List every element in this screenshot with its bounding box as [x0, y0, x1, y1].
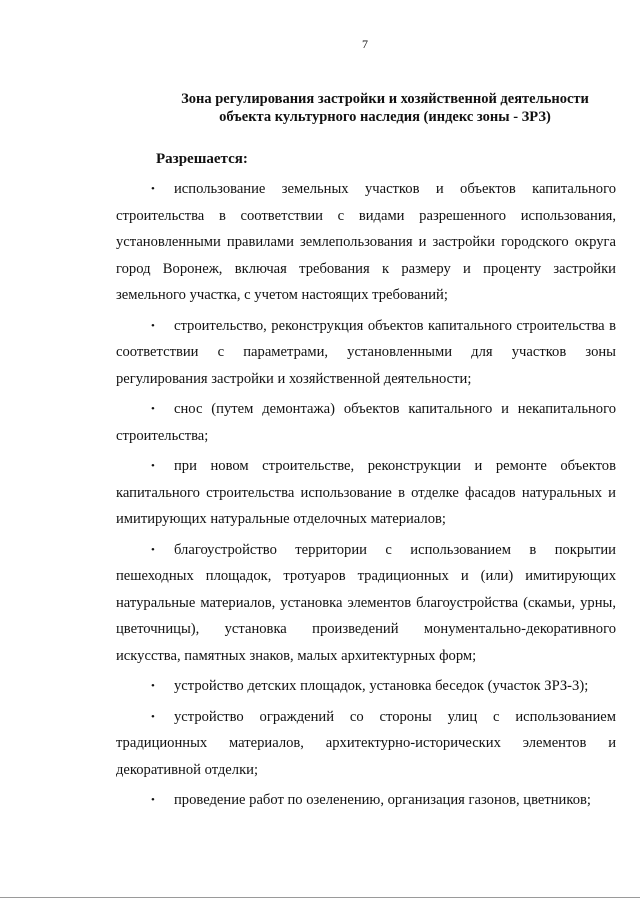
list-item-text: устройство ограждений со стороны улиц с использованием традиционных материалов, архитектурно-исторических элементов и декоративной отделки;: [116, 708, 616, 778]
zone-heading-line-2: объекта культурного наследия (индекс зоны - ЗРЗ): [219, 109, 551, 125]
list-item: [116, 176, 616, 309]
scan-bottom-edge: [0, 897, 640, 898]
list-item-text: снос (путем демонтажа) объектов капитального и некапитального строительства;: [116, 401, 616, 444]
zone-heading: [150, 90, 620, 126]
bullet-icon: •: [151, 460, 155, 472]
allowed-label: Разрешается:: [156, 151, 248, 167]
allowed-list: [116, 176, 616, 818]
list-item-text: при новом строительстве, реконструкции и ремонте объектов капитального строительства использование в отделке фасадов натуральных и имитирующих натуральные отделочных материалов;: [116, 458, 616, 527]
list-item: [116, 787, 616, 814]
bullet-icon: •: [151, 183, 155, 195]
page-number: 7: [362, 37, 368, 51]
list-item-text: строительство, реконструкция объектов капитального строительства в соответствии с параметрами, установленными для участков зоны регулирования застройки и хозяйственной деятельности;: [116, 317, 616, 387]
list-item-text: использование земельных участков и объектов капитального строительства в соответствии с видами разрешенного использования, установленными правилами землепользования и застройки городского округа город Воронеж, включая требования к размеру и проценту застройки земельного участка, с учетом настоящих требований;: [116, 181, 616, 303]
bullet-icon: •: [151, 543, 155, 556]
list-item-text: устройство детских площадок, установка беседок (участок ЗРЗ-3);: [174, 678, 589, 694]
list-item: [116, 453, 616, 533]
list-item: [116, 396, 616, 449]
list-item: [116, 673, 616, 700]
zone-heading-line-1: Зона регулирования застройки и хозяйственной деятельности: [181, 91, 589, 107]
bullet-icon: •: [151, 794, 155, 806]
list-item: [116, 313, 616, 393]
bullet-icon: •: [151, 710, 155, 723]
bullet-icon: •: [151, 680, 155, 692]
list-item-text: благоустройство территории с использованием в покрытии пешеходных площадок, тротуаров традиционных и (или) имитирующих натуральные материалов, установка элементов благоустройства (скамьи, урны, цветочницы), установка произведений монументально-декоративного искусства, памятных знаков, малых архитектурных форм;: [116, 541, 616, 664]
list-item: [116, 704, 616, 784]
list-item-text: проведение работ по озеленению, организация газонов, цветников;: [174, 792, 591, 808]
bullet-icon: •: [151, 319, 155, 332]
list-item: [116, 537, 616, 670]
bullet-icon: •: [151, 403, 155, 415]
